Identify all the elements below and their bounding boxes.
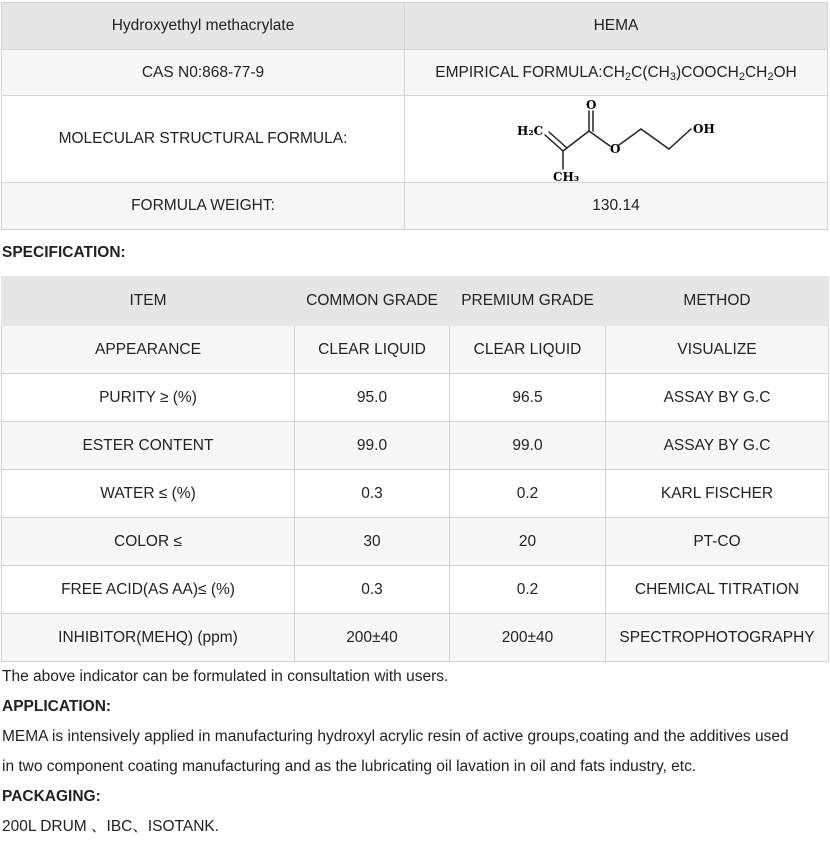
spec-premium-grade: 96.5 <box>450 374 606 422</box>
spec-common-grade: 99.0 <box>295 422 450 470</box>
empirical-formula <box>405 50 828 96</box>
spec-header-item: ITEM <box>2 277 295 326</box>
structural-formula-cell <box>405 96 828 183</box>
spec-premium-grade: 200±40 <box>450 614 606 662</box>
spec-row <box>2 470 829 518</box>
spec-item: INHIBITOR(MEHQ) (ppm) <box>2 614 295 662</box>
spec-method: PT-CO <box>606 518 829 566</box>
application-line: in two component coating manufacturing and as the lubricating oil lavation in oil and fats industry, etc. <box>2 758 697 775</box>
spec-item: APPEARANCE <box>2 326 295 374</box>
empirical-sub: 2 <box>767 70 774 83</box>
formula-weight-value: 130.14 <box>405 183 828 230</box>
spec-item: FREE ACID(AS AA)≤ (%) <box>2 566 295 614</box>
structural-formula-label: MOLECULAR STRUCTURAL FORMULA: <box>2 96 405 183</box>
spec-method: SPECTROPHOTOGRAPHY <box>606 614 829 662</box>
cas-row <box>2 50 828 96</box>
indicator-note: The above indicator can be formulated in consultation with users. <box>2 668 449 685</box>
empirical-part: C(CH <box>631 63 670 81</box>
empirical-sub: 2 <box>625 70 632 83</box>
spec-method: ASSAY BY G.C <box>606 374 829 422</box>
spec-premium-grade: 99.0 <box>450 422 606 470</box>
empirical-sub: 3 <box>669 70 676 83</box>
spec-row <box>2 326 829 374</box>
empirical-part: )COOCH <box>676 63 739 81</box>
packaging-text: 200L DRUM 、IBC、ISOTANK. <box>2 818 220 835</box>
empirical-part: OH <box>773 63 797 81</box>
specification-heading: SPECIFICATION: <box>2 244 126 261</box>
spec-premium-grade: 20 <box>450 518 606 566</box>
empirical-sub: 2 <box>738 70 745 83</box>
empirical-formula-label: EMPIRICAL FORMULA: <box>435 63 603 81</box>
atom-o-ester: O <box>610 142 621 156</box>
application-heading: APPLICATION: <box>2 698 112 715</box>
spec-common-grade: 200±40 <box>295 614 450 662</box>
spec-item: WATER ≤ (%) <box>2 470 295 518</box>
spec-item: PURITY ≥ (%) <box>2 374 295 422</box>
bond-c-o-ester <box>589 131 610 146</box>
spec-method: VISUALIZE <box>606 326 829 374</box>
spec-header-row <box>2 277 829 326</box>
atom-oh: OH <box>693 122 715 136</box>
spec-method: KARL FISCHER <box>606 470 829 518</box>
spec-common-grade: CLEAR LIQUID <box>295 326 450 374</box>
spec-common-grade: 0.3 <box>295 470 450 518</box>
spec-row <box>2 614 829 662</box>
spec-header-common-grade: COMMON GRADE <box>295 277 450 326</box>
formula-weight-label: FORMULA WEIGHT: <box>2 183 405 230</box>
bond-c-carbonyl <box>563 131 589 151</box>
spec-method: ASSAY BY G.C <box>606 422 829 470</box>
product-info-table <box>1 2 828 230</box>
product-name: Hydroxyethyl methacrylate <box>2 3 405 50</box>
empirical-part: CH <box>744 63 768 81</box>
spec-method: CHEMICAL TITRATION <box>606 566 829 614</box>
spec-row <box>2 566 829 614</box>
cas-number: CAS N0:868-77-9 <box>2 50 405 96</box>
spec-item: COLOR ≤ <box>2 518 295 566</box>
atom-o-carbonyl: O <box>586 98 597 112</box>
spec-item: ESTER CONTENT <box>2 422 295 470</box>
spec-header-premium-grade: PREMIUM GRADE <box>450 277 606 326</box>
spec-common-grade: 30 <box>295 518 450 566</box>
spec-row <box>2 374 829 422</box>
spec-common-grade: 95.0 <box>295 374 450 422</box>
spec-premium-grade: 0.2 <box>450 470 606 518</box>
product-name-row <box>2 3 828 50</box>
spec-row <box>2 518 829 566</box>
specification-table <box>1 276 829 662</box>
bond-ch2-oh <box>669 129 691 149</box>
atom-ch3: CH₃ <box>553 170 580 181</box>
bond-o-ch2 <box>619 129 641 145</box>
product-spec-page <box>0 2 830 842</box>
spec-header-method: METHOD <box>606 277 829 326</box>
molecule-structure-diagram <box>501 97 731 181</box>
product-abbr: HEMA <box>405 3 828 50</box>
formula-weight-row <box>2 183 828 230</box>
structure-row <box>2 96 828 183</box>
spec-common-grade: 0.3 <box>295 566 450 614</box>
spec-row <box>2 422 829 470</box>
empirical-part: CH <box>602 63 625 81</box>
packaging-heading: PACKAGING: <box>2 788 101 805</box>
spec-premium-grade: CLEAR LIQUID <box>450 326 606 374</box>
application-line: MEMA is intensively applied in manufacturing hydroxyl acrylic resin of active groups,coating and the additives used <box>2 728 789 745</box>
bond-ch2-ch2 <box>641 129 669 149</box>
spec-premium-grade: 0.2 <box>450 566 606 614</box>
atom-h2c: H₂C <box>517 124 544 138</box>
